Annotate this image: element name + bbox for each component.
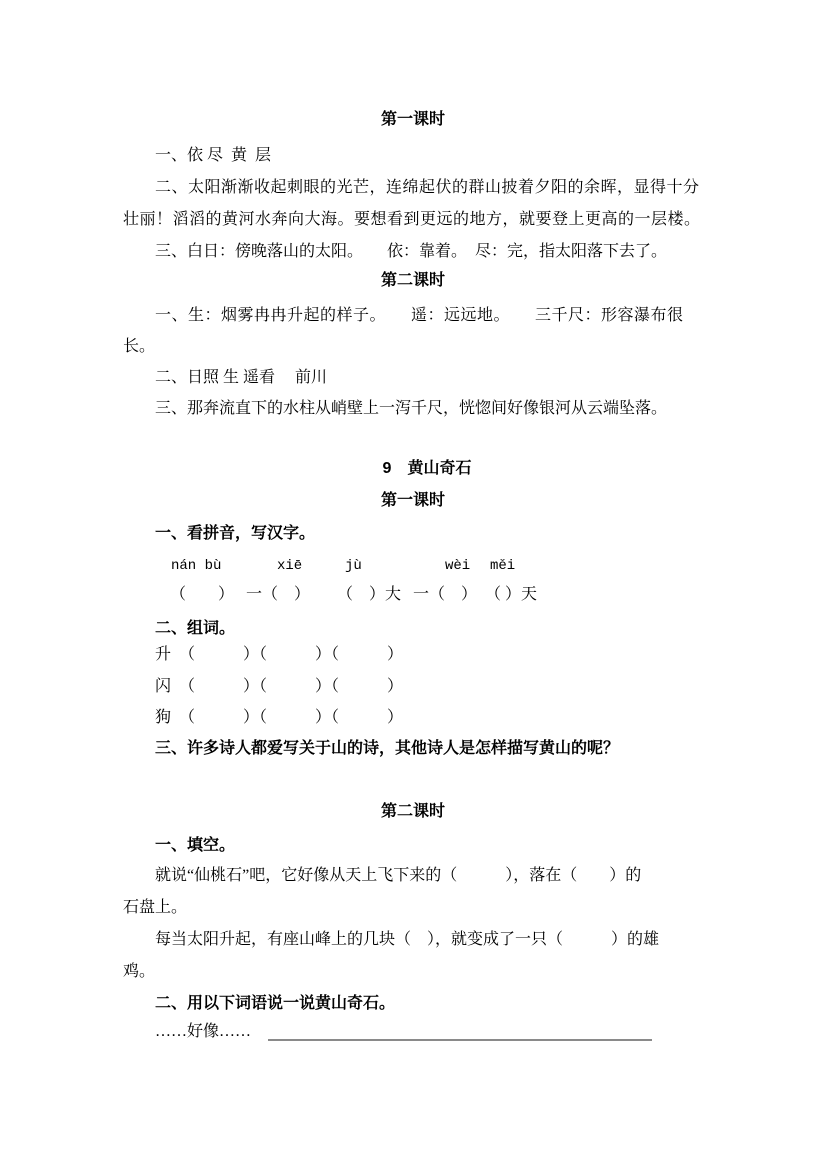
period2-heading: 第二课时 xyxy=(380,272,445,289)
blank-token: （ ） xyxy=(170,586,235,603)
pinyin-token: xiē xyxy=(277,558,303,574)
pinyin-token: měi xyxy=(490,558,516,574)
fill2-line2: 鸡。 xyxy=(123,963,156,980)
answer-line-1: 一、依 尽 黄 层 xyxy=(155,147,272,164)
pinyin-token: nán bù xyxy=(171,558,222,574)
answer-blank-underline xyxy=(268,1023,652,1041)
speak-question-label: 二、用以下词语说一说黄山奇石。 xyxy=(155,995,396,1012)
word-row-shan: 闪 （ ）（ ）（ ） xyxy=(155,678,404,695)
answer-line-5: 二、日照 生 遥看 前川 xyxy=(155,369,328,386)
pinyin-row xyxy=(0,557,826,575)
blank-token: （ ）天 xyxy=(485,586,538,603)
lesson9-period2-heading: 第二课时 xyxy=(380,803,445,820)
word-row-gou: 狗 （ ）（ ）（ ） xyxy=(155,709,404,726)
period1-heading: 第一课时 xyxy=(380,111,445,128)
question3-label: 三、许多诗人都爱写关于山的诗，其他诗人是怎样描写黄山的呢？ xyxy=(155,740,620,757)
pinyin-token: jù xyxy=(345,558,362,574)
pinyin-token: wèi xyxy=(445,558,471,574)
pinyin-blank-row xyxy=(0,585,826,605)
question1-label: 一、看拼音，写汉字。 xyxy=(155,525,316,542)
blank-token: （ ）大 xyxy=(337,586,402,603)
fill1-line1: 就说“仙桃石”吧，它好像从天上飞下来的（ ），落在（ ）的 xyxy=(155,867,642,884)
sentence-prompt: ……好像…… xyxy=(155,1023,252,1040)
answer-line-4: 一、生：烟雾冉冉升起的样子。 遥：远远地。 三千尺：形容瀑布很 xyxy=(155,307,684,324)
blank-token: 一（ ） xyxy=(246,586,311,603)
answer-line-2: 二、太阳渐渐收起刺眼的光芒，连绵起伏的群山披着夕阳的余晖，显得十分 xyxy=(155,179,700,196)
fill1-line2: 石盘上。 xyxy=(123,899,188,916)
fill2-line1: 每当太阳升起，有座山峰上的几块（ ），就变成了一只（ ）的雄 xyxy=(155,931,660,948)
question2-label: 二、组词。 xyxy=(155,620,236,637)
blank-token: 一（ ） xyxy=(413,586,478,603)
answer-line-2-cont: 壮丽！滔滔的黄河水奔向大海。要想看到更远的地方，就要登上更高的一层楼。 xyxy=(123,211,701,228)
answer-line-6: 三、那奔流直下的水柱从峭壁上一泻千尺，恍惚间好像银河从云端坠落。 xyxy=(155,400,668,417)
answer-line-4-cont: 长。 xyxy=(123,338,156,355)
word-row-sheng: 升 （ ）（ ）（ ） xyxy=(155,646,404,663)
answer-line-3: 三、白日：傍晚落山的太阳。 依：靠着。 尽：完，指太阳落下去了。 xyxy=(155,243,668,260)
lesson9-period1-heading: 第一课时 xyxy=(380,492,445,509)
lesson-title: 9 黄山奇石 xyxy=(382,460,472,477)
fill-question-label: 一、填空。 xyxy=(155,837,236,854)
